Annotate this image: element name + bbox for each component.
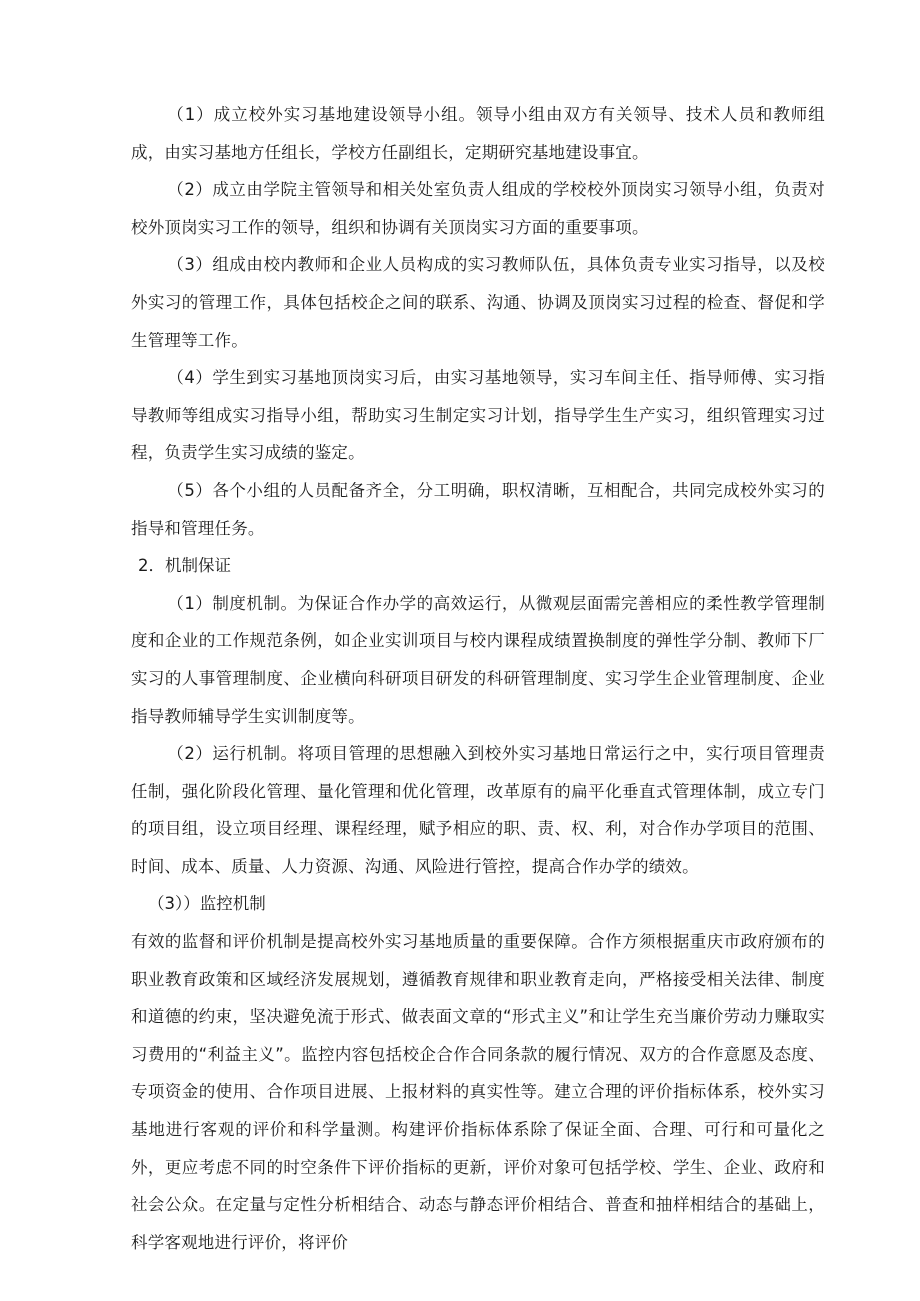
paragraph-teacher-team: （3）组成由校内教师和企业人员构成的实习教师队伍，具体负责专业实习指导，以及校外实习的管理工作，具体包括校企之间的联系、沟通、协调及顶岗实习过程的检查、督促和学生管理等工作。	[131, 255, 825, 350]
sub-heading-monitoring: （3））监控机制	[148, 894, 266, 914]
paragraph-system-mechanism: （1）制度机制。为保证合作办学的高效运行，从微观层面需完善相应的柔性教学管理制度和企业的工作规范条例，如企业实训项目与校内课程成绩置换制度的弹性学分制、教师下厂实习的人事管理制度、企业横向科研项目研发的科研管理制度、实习学生企业管理制度、企业指导教师辅导学生实训制度等。	[131, 593, 825, 726]
document-body	[131, 96, 825, 1261]
paragraph-internship-leadership: （2）成立由学院主管领导和相关处室负责人组成的学校校外顶岗实习领导小组，负责对校外顶岗实习工作的领导，组织和协调有关顶岗实习方面的重要事项。	[131, 180, 825, 237]
paragraph-leadership-group: （1）成立校外实习基地建设领导小组。领导小组由双方有关领导、技术人员和教师组成，由实习基地方任组长，学校方任副组长，定期研究基地建设事宜。	[131, 105, 825, 162]
paragraph-operation-mechanism: （2）运行机制。将项目管理的思想融入到校外实习基地日常运行之中，实行项目管理责任制，强化阶段化管理、量化管理和优化管理，改革原有的扁平化垂直式管理体制，成立专门的项目组，设立项目经理、课程经理，赋予相应的职、责、权、利，对合作办学项目的范围、时间、成本、质量、人力资源、沟通、风险进行管控，提高合作办学的绩效。	[131, 744, 825, 876]
paragraph-guidance-group: （4）学生到实习基地顶岗实习后，由实习基地领导，实习车间主任、指导师傅、实习指导教师等组成实习指导小组，帮助实习生制定实习计划，指导学生生产实习，组织管理实习过程，负责学生实习成绩的鉴定。	[131, 368, 825, 463]
section-heading-mechanism: 2．机制保证	[138, 556, 231, 576]
paragraph-monitoring: 有效的监督和评价机制是提高校外实习基地质量的重要保障。合作方须根据重庆市政府颁布的职业教育政策和区域经济发展规划，遵循教育规律和职业教育走向，严格接受相关法律、制度和道德的约束，坚决避免流于形式、做表面文章的“形式主义”和让学生充当廉价劳动力赚取实习费用的“利益主义”。监控内容包括校企合作合同条款的履行情况、双方的合作意愿及态度、专项资金的使用、合作项目进展、上报材料的真实性等。建立合理的评价指标体系，校外实习基地进行客观的评价和科学量测。构建评价指标体系除了保证全面、合理、可行和可量化之外，更应考虑不同的时空条件下评价指标的更新，评价对象可包括学校、学生、企业、政府和社会公众。在定量与定性分析相结合、动态与静态评价相结合、普查和抽样相结合的基础上，科学客观地进行评价，将评价	[131, 932, 825, 1252]
paragraph-staffing: （5）各个小组的人员配备齐全，分工明确，职权清晰，互相配合，共同完成校外实习的指导和管理任务。	[131, 480, 825, 538]
